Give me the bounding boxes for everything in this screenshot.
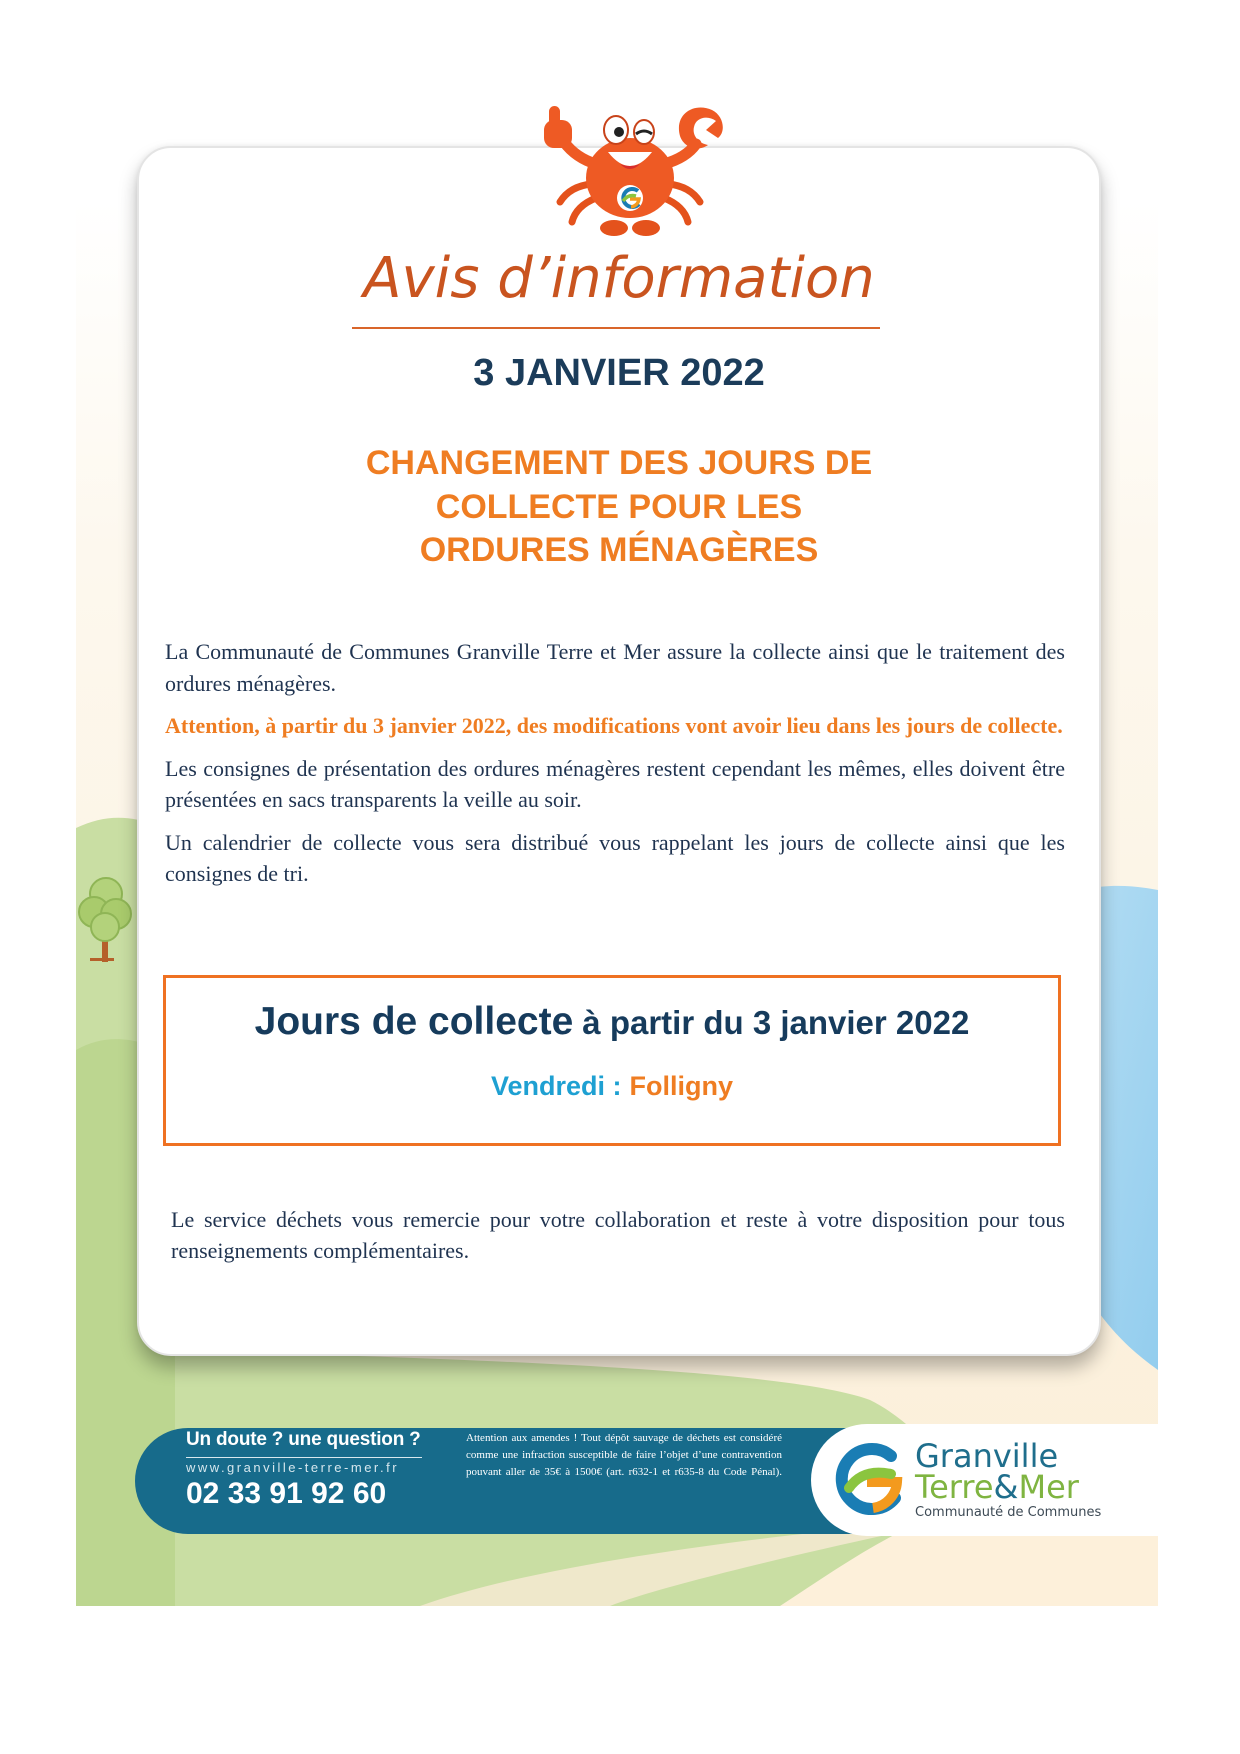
collection-days-box xyxy=(163,975,1061,1146)
collection-day-row xyxy=(166,1069,1058,1103)
collection-day-label: Vendredi : xyxy=(490,1071,622,1101)
headline xyxy=(137,442,1101,573)
footer-phone: 02 33 91 92 60 xyxy=(186,1477,387,1510)
notice-date: 3 JANVIER 2022 xyxy=(473,352,765,394)
footer-website: www.granville-terre-mer.fr xyxy=(186,1460,400,1475)
logo-subtitle: Communauté de Communes xyxy=(915,1505,1102,1520)
logo-mer: Mer xyxy=(1018,1468,1079,1506)
attention-paragraph: Attention, à partir du 3 janvier 2022, des modifications vont avoir lieu dans les jours de collecte. xyxy=(165,713,1063,738)
title-underline xyxy=(352,327,880,329)
footer-fine-warning: Attention aux amendes ! Tout dépôt sauvage de déchets est considéré comme une infraction susceptible de faire l’objet d’une contravention pouvant aller de 35€ à 1500€ (art. r632-1 et r635-8 du Code Pénal). xyxy=(466,1432,782,1478)
logo-ampersand: & xyxy=(993,1468,1019,1506)
footer-question: Un doute ? une question ? xyxy=(186,1429,421,1450)
collection-days-title-date: à partir du 3 janvier 2022 xyxy=(582,1004,970,1041)
intro-paragraph: La Communauté de Communes Granville Terre et Mer assure la collecte ainsi que le traitement des ordures ménagères. xyxy=(165,639,1065,696)
logo-terre-mer xyxy=(915,1468,1079,1506)
headline-line: COLLECTE POUR LES xyxy=(435,487,803,526)
tree-icon xyxy=(76,872,136,966)
logo-terre: Terre xyxy=(915,1468,994,1506)
instructions-paragraph: Les consignes de présentation des ordures ménagères restent cependant les mêmes, elles doivent être présentées en sacs transparents la veille au soir. xyxy=(165,755,1065,812)
collection-commune: Folligny xyxy=(629,1071,734,1101)
footer-divider xyxy=(186,1457,422,1458)
granville-terre-mer-logo-icon xyxy=(829,1440,909,1520)
logo-granville: Granville xyxy=(915,1437,1059,1475)
closing-paragraph: Le service déchets vous remercie pour votre collaboration et reste à votre disposition pour tous renseignements complémentaires. xyxy=(171,1207,1065,1263)
collection-days-title xyxy=(166,998,1058,1054)
calendar-paragraph: Un calendrier de collecte vous sera distribué vous rappelant les jours de collecte ainsi que les consignes de tri. xyxy=(165,829,1065,886)
headline-line: ORDURES MÉNAGÈRES xyxy=(419,531,819,569)
collection-days-title-main: Jours de collecte xyxy=(254,1000,574,1043)
crab-mascot-icon xyxy=(530,104,730,239)
headline-line: CHANGEMENT DES JOURS DE xyxy=(365,444,873,482)
body-text xyxy=(165,636,1065,901)
page-title: Avis d’information xyxy=(363,246,875,311)
